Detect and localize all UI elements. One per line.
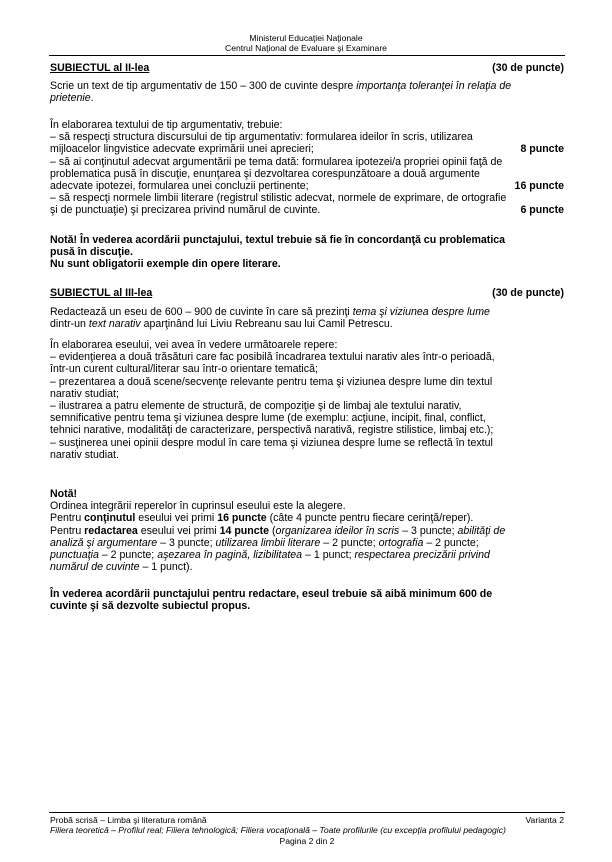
landmarks-intro: În elaborarea eseului, vei avea în vedere următoarele repere: xyxy=(50,339,338,351)
note-title: Notă! xyxy=(50,488,78,500)
text-span: – 3 puncte; xyxy=(399,524,458,537)
requirement-3-line2 xyxy=(50,204,564,216)
drafting-scoring-cont xyxy=(50,549,564,561)
final-note-line: În vederea acordării punctajului pentru redactare, eseul trebuie să aibă minimum 600 de xyxy=(50,588,493,600)
task-end: . xyxy=(90,92,94,105)
text-span: numărul de cuvinte xyxy=(50,561,140,574)
subject-2-task xyxy=(50,80,564,104)
note-line: pusă în discuţie. xyxy=(50,246,134,259)
drafting-scoring-cont xyxy=(50,561,564,573)
task-text: Redactează un eseu de 600 – 900 de cuvinte în care să prezinţi xyxy=(50,306,353,318)
footer-subject: Probă scrisă – Limba şi literatura română xyxy=(50,815,207,825)
subject-2-note xyxy=(50,234,564,271)
requirement-2-line1: – să ai conţinutul adecvat argumentării pe tema dată: formularea ipotezei/a propriei opinii faţă de xyxy=(50,155,503,168)
drafting-scoring xyxy=(50,525,564,537)
text-span: – 2 puncte; xyxy=(98,549,158,562)
footer xyxy=(50,815,564,846)
requirement-text: mijloacelor lingvistice adecvate exprimării unei aprecieri; xyxy=(50,143,314,156)
requirement-2-line3 xyxy=(50,180,564,192)
requirement-1-line2 xyxy=(50,143,564,155)
text-span: ortografia xyxy=(378,536,424,549)
order-note: Ordinea integrării reperelor în cuprinsul eseului este la alegere. xyxy=(50,500,346,513)
footer-rule xyxy=(49,812,565,813)
note-line: Nu sunt obligatorii exemple din opere literare. xyxy=(50,258,281,271)
landmark-3-cont: semnificative pentru tema şi viziunea despre lume (de exemplu: acţiune, incipit, final, conflict, xyxy=(50,412,486,425)
evaluation-center: Centrul Naţional de Evaluare şi Examinare xyxy=(225,43,387,53)
landmark-2: – prezentarea a două scene/secvenţe relevante pentru tema şi viziunea despre lume din textul xyxy=(50,375,493,388)
content-scoring xyxy=(50,512,564,524)
text-span: respectarea precizării privind xyxy=(354,549,490,562)
task-text: dintr-un xyxy=(50,318,89,331)
landmark-4: – susţinerea unei opinii despre modul în care tema şi viziunea despre lume se reflectă în textul xyxy=(50,436,493,449)
text-span: conţinutul xyxy=(84,512,136,525)
drafting-scoring-cont xyxy=(50,537,564,549)
subject-3-landmarks xyxy=(50,339,564,461)
task-authors: aparţinând lui Liviu Rebreanu sau lui Camil Petrescu. xyxy=(140,318,393,331)
subject-2-title: SUBIECTUL al II-lea xyxy=(50,62,150,74)
landmark-1: – evidenţierea a două trăsături care fac posibilă încadrarea textului narativ ales într-o perioadă, xyxy=(50,351,495,364)
requirement-text: adecvate ipotezei, formularea unei concluzii pertinente; xyxy=(50,180,309,193)
final-note-line: cuvinte şi să dezvolte subiectul propus. xyxy=(50,600,251,613)
text-span: – 2 puncte; xyxy=(320,536,379,549)
header-rule xyxy=(49,55,565,56)
subject-2-heading xyxy=(50,62,564,74)
requirement-3-line1: – să respecţi normele limbii literare (registrul stilistic adecvat, normele de exprimare, de ortografie xyxy=(50,192,507,205)
footer-variant: Varianta 2 xyxy=(525,815,564,825)
subject-3-final-note xyxy=(50,588,564,612)
landmark-3: – ilustrarea a patru elemente de structură, de compoziţie şi de limbaj ale textului narativ, xyxy=(50,400,462,413)
text-span: – 1 punct; xyxy=(302,549,355,562)
task-topic: importanţa toleranţei în relaţia de xyxy=(356,80,512,92)
requirements-intro: În elaborarea textului de tip argumentativ, trebuie: xyxy=(50,119,283,131)
text-span: utilizarea limbii literare xyxy=(215,536,321,549)
text-span: (câte 4 puncte pentru fiecare cerinţă/reper). xyxy=(266,512,474,525)
text-span: analiză şi argumentare xyxy=(50,536,158,549)
subject-2-requirements xyxy=(50,119,564,217)
page-number: Pagina 2 din 2 xyxy=(279,835,335,846)
text-span: aşezarea în pagină, lizibilitatea xyxy=(157,549,303,562)
text-span: organizarea ideilor în scris xyxy=(275,524,400,537)
text-span: Pentru xyxy=(50,524,85,537)
text-span: Pentru xyxy=(50,512,85,525)
text-span: abilităţi de xyxy=(457,524,506,537)
text-span: – 1 punct). xyxy=(139,561,193,574)
note-line: Notă! În vederea acordării punctajului, textul trebuie să fie în concordanţă cu problematica xyxy=(50,234,506,246)
subject-3-task xyxy=(50,306,564,330)
text-span: ( xyxy=(269,524,276,537)
text-span: – 3 puncte; xyxy=(157,536,216,549)
task-topic-cont: prietenie xyxy=(50,92,91,105)
requirement-2-points: 16 puncte xyxy=(514,180,564,193)
requirement-3-points: 6 puncte xyxy=(520,204,564,217)
task-text: Scrie un text de tip argumentativ de 150 – 300 de cuvinte despre xyxy=(50,80,357,92)
subject-3-heading xyxy=(50,287,564,299)
subject-2-points: (30 de puncte) xyxy=(492,62,564,74)
text-span: redactarea xyxy=(84,524,138,537)
footer-tracks: Filiera teoretică – Profilul real; Filiera tehnologică; Filiera vocaţională – Toate profilurile (cu excepţia profilului pedagogic) xyxy=(50,825,506,836)
landmark-3-cont: tehnici narative, modalităţi de caracterizare, perspectivă narativă, registre stilistice, limbaj etc.); xyxy=(50,424,494,437)
text-span: 14 puncte xyxy=(219,524,270,537)
subject-3-points: (30 de puncte) xyxy=(492,287,564,299)
landmark-1-cont: într-un curent cultural/literar sau într-o orientare tematică; xyxy=(50,363,318,376)
subject-3-title: SUBIECTUL al III-lea xyxy=(50,287,153,299)
requirement-2-line2: problematica pusă în discuţie, enunţarea şi dezvoltarea corespunzătoare a două argumente xyxy=(50,167,480,180)
text-span: eseului vei primi xyxy=(137,524,220,537)
ministry-name: Ministerul Educaţiei Naţionale xyxy=(249,33,363,43)
task-genre: text narativ xyxy=(88,318,141,331)
text-span: 16 puncte xyxy=(217,512,267,525)
requirement-text: şi de punctuaţie) şi precizarea privind numărul de cuvinte. xyxy=(50,204,321,217)
text-span: eseului vei primi xyxy=(135,512,218,525)
requirement-1-points: 8 puncte xyxy=(520,143,564,156)
landmark-4-cont: narativ studiat. xyxy=(50,448,119,461)
landmark-2-cont: narativ studiat; xyxy=(50,387,119,400)
requirement-1-line1: – să respecţi structura discursului de tip argumentativ: formularea ideilor în scris, utilizarea xyxy=(50,131,473,144)
subject-3-note xyxy=(50,488,564,573)
text-span: punctuaţia xyxy=(50,549,99,562)
text-span: – 2 puncte; xyxy=(423,536,479,549)
task-topic: tema şi viziunea despre lume xyxy=(352,306,490,318)
